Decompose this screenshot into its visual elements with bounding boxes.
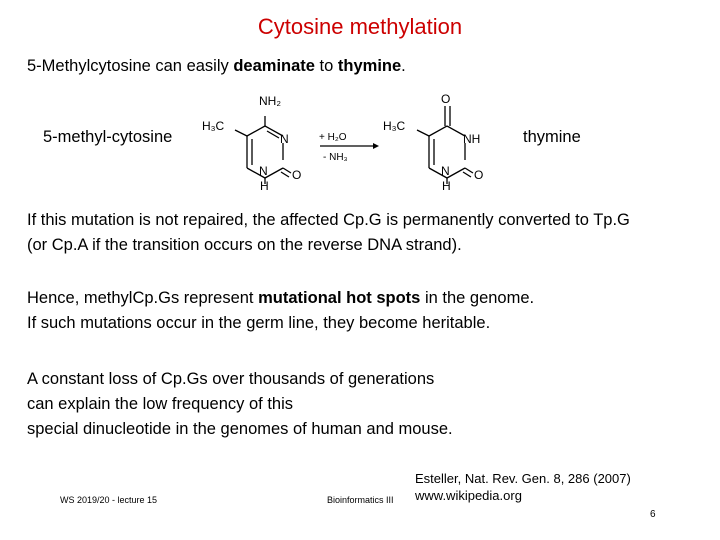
paragraph3-line2: can explain the low frequency of this — [27, 395, 293, 413]
reference-wikipedia: www.wikipedia.org — [415, 488, 522, 503]
intro-middle: to — [314, 57, 338, 75]
p2-bold-hot-spots: mutational hot spots — [258, 289, 421, 307]
paragraph1-line2: (or Cp.A if the transition occurs on the reverse DNA strand). — [27, 236, 462, 254]
atom-nh2: NH₂ — [259, 94, 281, 108]
paragraph3-line3: special dinucleotide in the genomes of human and mouse. — [27, 420, 453, 438]
reagent-add-water: + H₂O — [319, 132, 347, 143]
atom-n-ring-bottom: N — [259, 164, 268, 178]
atom-n-thymine: N — [441, 164, 450, 178]
intro-prefix: 5-Methylcytosine can easily — [27, 57, 234, 75]
slide-title: Cytosine methylation — [257, 14, 463, 39]
intro-bold-deaminate: deaminate — [233, 57, 315, 75]
footer-lecture: WS 2019/20 - lecture 15 — [60, 495, 158, 505]
paragraph2-line2: If such mutations occur in the germ line, they become heritable. — [27, 314, 491, 332]
paragraph1-line1: If this mutation is not repaired, the affected Cp.G is permanently converted to Tp.G — [27, 211, 630, 229]
atom-o-thymine-top: O — [441, 92, 451, 106]
paragraph2-line1 — [27, 286, 534, 311]
intro-suffix: . — [401, 57, 406, 75]
intro-bold-thymine: thymine — [337, 57, 402, 75]
paragraph-mutation — [27, 208, 630, 258]
paragraph-hot-spots — [27, 286, 534, 336]
p2-prefix: Hence, methylCp.Gs represent — [27, 289, 259, 307]
page-number: 6 — [650, 509, 656, 520]
paragraph3-line1: A constant loss of Cp.Gs over thousands of generations — [27, 370, 435, 388]
paragraph-cpg-loss — [27, 367, 453, 442]
reagent-remove-ammonia: - NH₃ — [323, 152, 348, 163]
atom-o-left: O — [292, 168, 302, 182]
footer-course: Bioinformatics III — [327, 495, 394, 505]
atom-o-thymine-bottom: O — [474, 168, 484, 182]
atom-h-left: H — [260, 179, 269, 193]
atom-n-ring-top: N — [280, 132, 289, 146]
intro-text — [27, 57, 406, 76]
p2-suffix: in the genome. — [420, 289, 535, 307]
reaction-diagram — [195, 88, 500, 193]
arrow-head-icon — [373, 143, 379, 149]
atom-h-thymine: H — [442, 179, 451, 193]
label-thymine: thymine — [523, 128, 581, 146]
atom-h3c-left: H₃C — [202, 119, 225, 133]
label-5-methyl-cytosine: 5-methyl-cytosine — [43, 128, 173, 146]
reference-esteller: Esteller, Nat. Rev. Gen. 8, 286 (2007) — [415, 471, 631, 486]
atom-nh-thymine: NH — [463, 132, 481, 146]
atom-h3c-right: H₃C — [383, 119, 406, 133]
